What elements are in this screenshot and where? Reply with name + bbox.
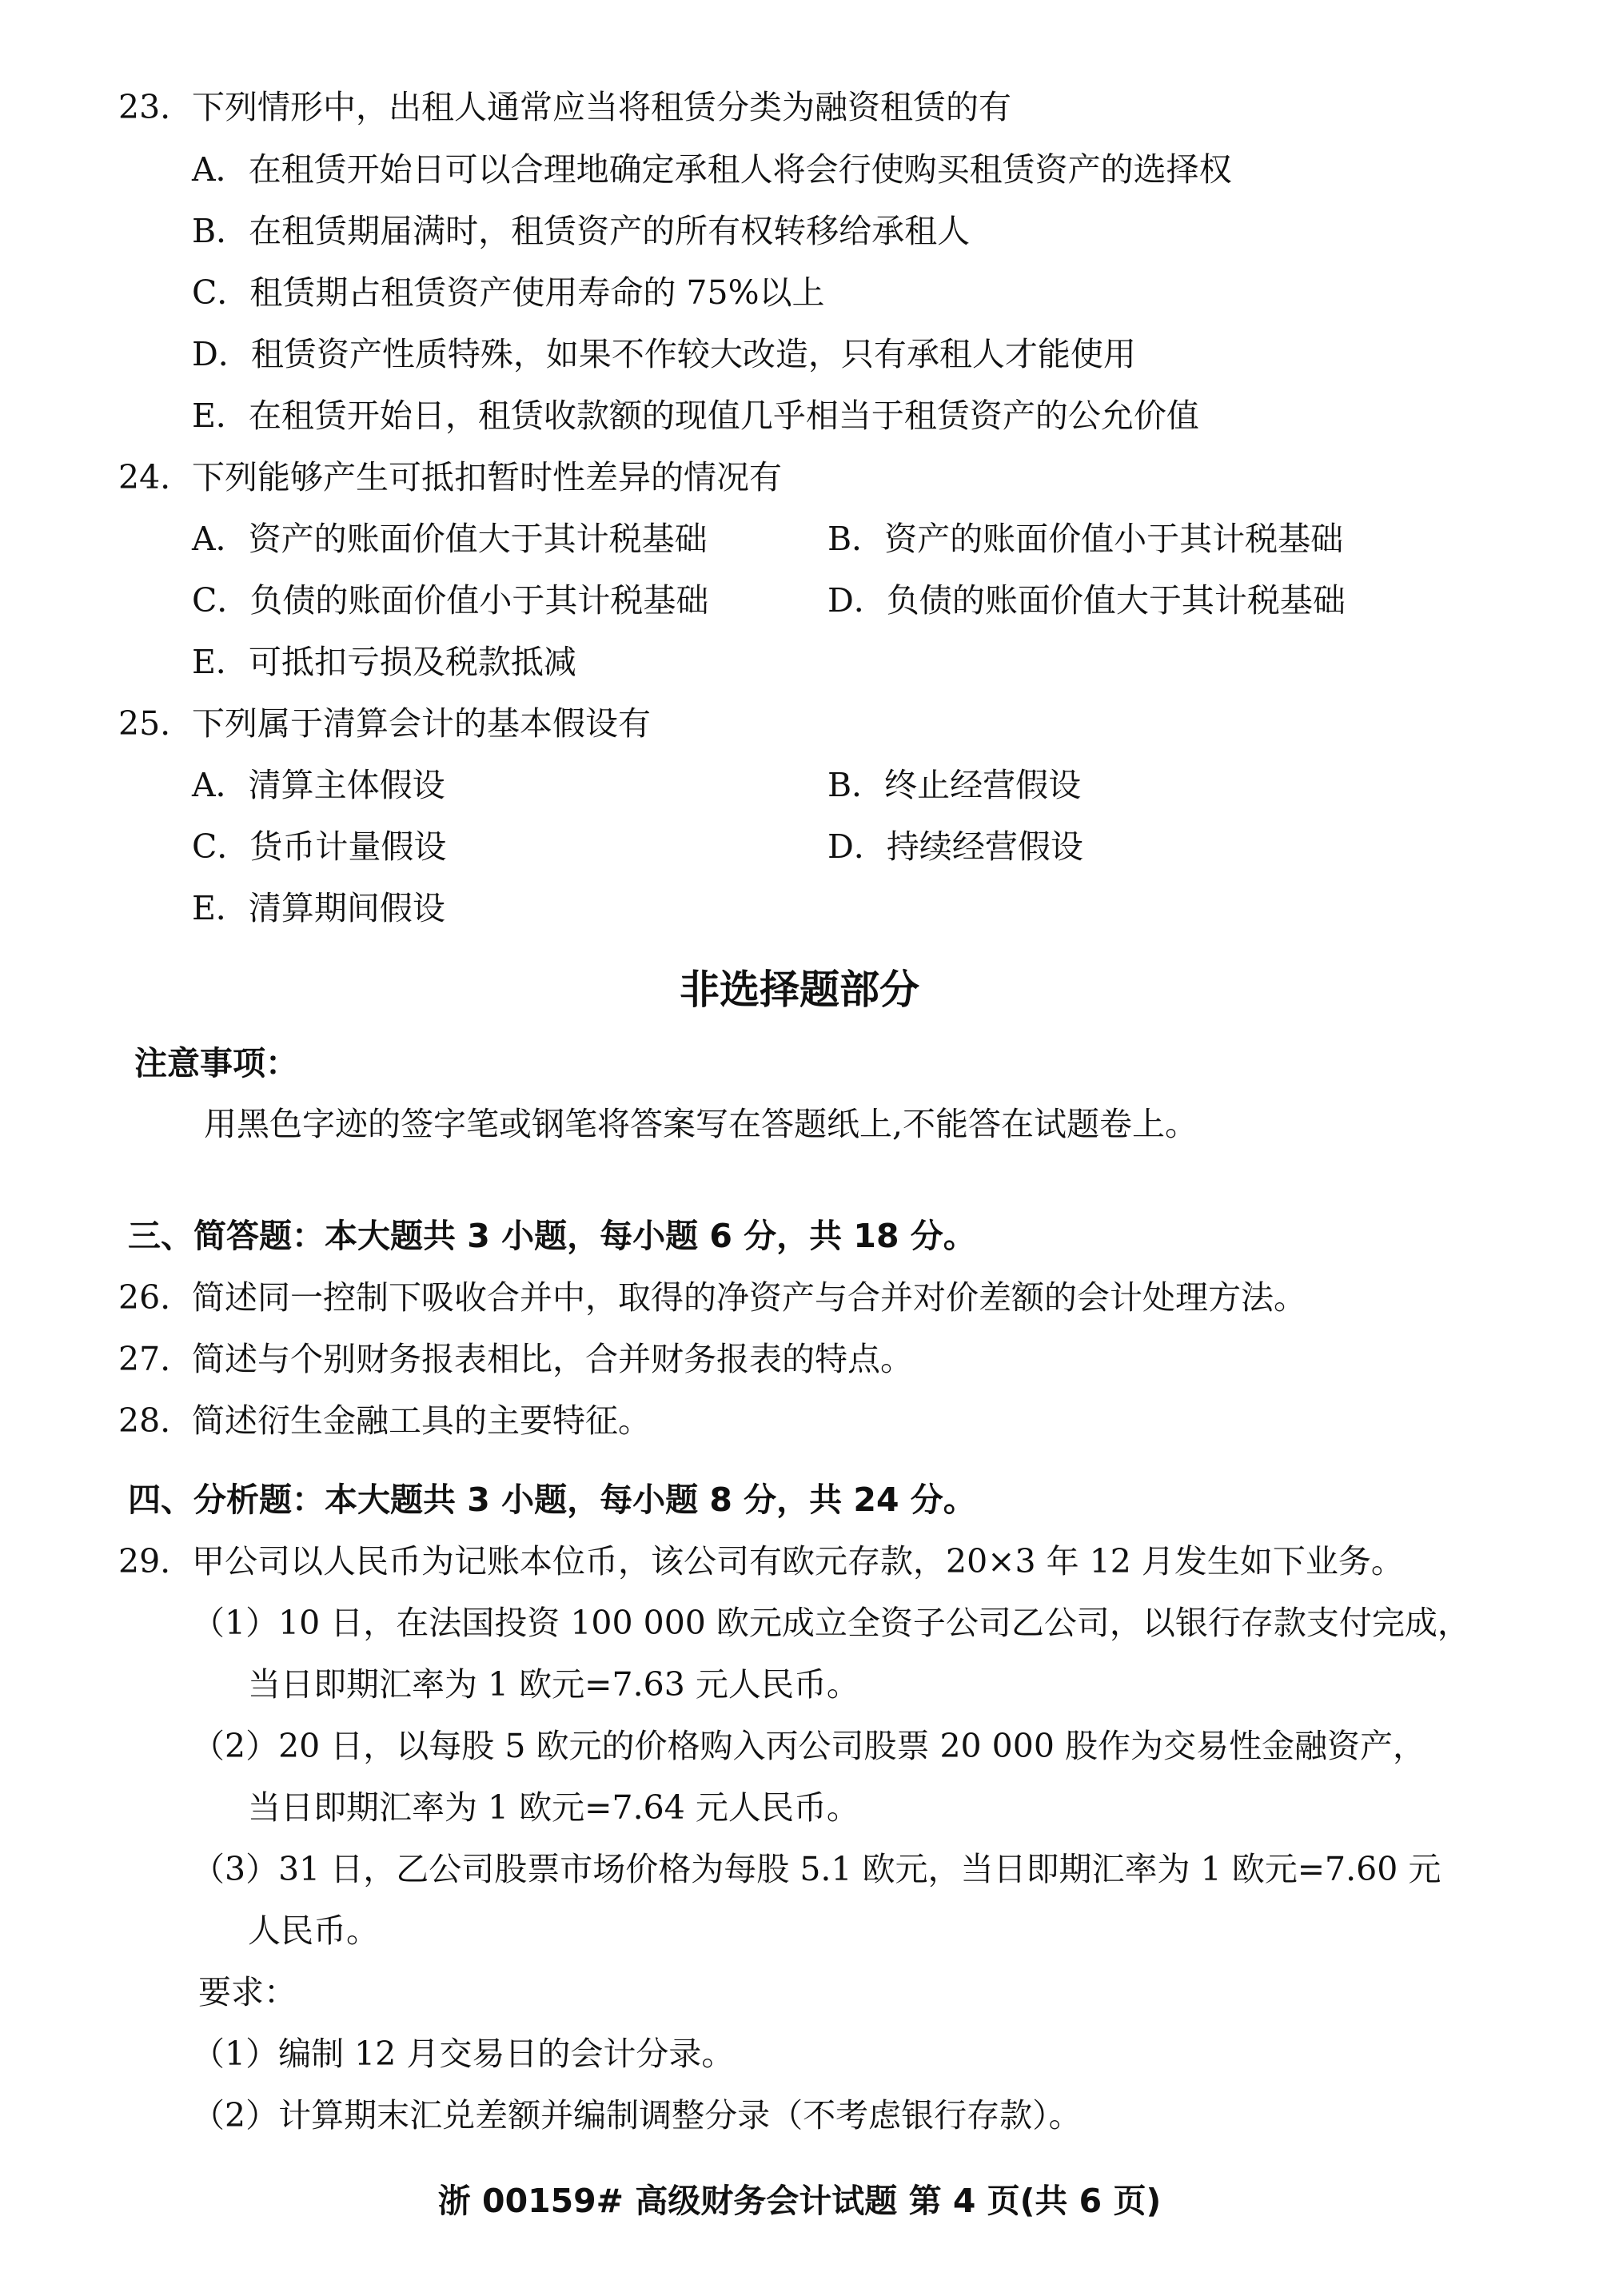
q24-option-a: A．资产的账面价值大于其计税基础	[192, 520, 708, 558]
q25-option-a: A．清算主体假设	[192, 766, 445, 804]
section3-heading: 三、简答题：本大题共 3 小题，每小题 6 分，共 18 分。	[128, 1217, 976, 1255]
q29-requirement-2: （2）计算期末汇兑差额并编制调整分录（不考虑银行存款）。	[192, 2096, 1082, 2135]
q26-text: 简述同一控制下吸收合并中，取得的净资产与合并对价差额的会计处理方法。	[192, 1278, 1306, 1317]
notice-label: 注意事项：	[134, 1044, 298, 1082]
q29-text: 甲公司以人民币为记账本位币，该公司有欧元存款，20×3 年 12 月发生如下业务。	[192, 1542, 1404, 1580]
q25-option-b: B．终止经营假设	[827, 766, 1082, 804]
q25-number: 25.	[118, 704, 171, 743]
q23-option-d: D．租赁资产性质特殊，如果不作较大改造，只有承租人才能使用	[192, 335, 1136, 373]
q29-item-2-line1: （2）20 日，以每股 5 欧元的价格购入丙公司股票 20 000 股作为交易性金融资产，	[192, 1727, 1426, 1765]
q23-option-e: E．在租赁开始日，租赁收款额的现值几乎相当于租赁资产的公允价值	[192, 397, 1199, 435]
q29-requirement-1: （1）编制 12 月交易日的会计分录。	[192, 2035, 735, 2073]
q29-item-3-line1: （3）31 日，乙公司股票市场价格为每股 5.1 欧元，当日即期汇率为 1 欧元=7.60 元	[192, 1850, 1441, 1888]
q24-number: 24.	[118, 458, 171, 496]
q28-number: 28.	[118, 1401, 171, 1440]
q23-option-a: A．在租赁开始日可以合理地确定承租人将会行使购买租赁资产的选择权	[192, 150, 1232, 189]
q29-item-2-line2: 当日即期汇率为 1 欧元=7.64 元人民币。	[248, 1788, 859, 1827]
q24-option-c: C．负债的账面价值小于其计税基础	[192, 581, 709, 620]
q27-number: 27.	[118, 1340, 171, 1378]
q26-number: 26.	[118, 1278, 171, 1317]
q29-number: 29.	[118, 1542, 171, 1580]
q25-option-e: E．清算期间假设	[192, 889, 445, 927]
q25-option-d: D．持续经营假设	[827, 827, 1083, 866]
q23-option-c: C．租赁期占租赁资产使用寿命的 75%以上	[192, 273, 825, 312]
q29-item-1-line1: （1）10 日，在法国投资 100 000 欧元成立全资子公司乙公司，以银行存款支付完成，	[192, 1604, 1470, 1642]
section4-heading: 四、分析题：本大题共 3 小题，每小题 8 分，共 24 分。	[128, 1481, 976, 1519]
part2-title: 非选择题部分	[680, 967, 919, 1013]
q29-item-3-line2: 人民币。	[248, 1911, 379, 1950]
q25-option-c: C．货币计量假设	[192, 827, 447, 866]
q23-text: 下列情形中，出租人通常应当将租赁分类为融资租赁的有	[192, 88, 1011, 126]
q27-text: 简述与个别财务报表相比，合并财务报表的特点。	[192, 1340, 913, 1378]
q29-requirement-label: 要求：	[198, 1973, 297, 2011]
q23-number: 23.	[118, 88, 171, 126]
q24-option-e: E．可抵扣亏损及税款抵减	[192, 643, 576, 681]
q28-text: 简述衍生金融工具的主要特征。	[192, 1401, 651, 1440]
q25-text: 下列属于清算会计的基本假设有	[192, 704, 651, 743]
page-footer: 浙 00159# 高级财务会计试题 第 4 页(共 6 页)	[437, 2182, 1162, 2220]
q24-option-b: B．资产的账面价值小于其计税基础	[827, 520, 1344, 558]
q23-option-b: B．在租赁期届满时，租赁资产的所有权转移给承租人	[192, 212, 971, 250]
q24-option-d: D．负债的账面价值大于其计税基础	[827, 581, 1346, 620]
notice-text: 用黑色字迹的签字笔或钢笔将答案写在答题纸上,不能答在试题卷上。	[204, 1105, 1198, 1143]
q29-item-1-line2: 当日即期汇率为 1 欧元=7.63 元人民币。	[248, 1665, 859, 1704]
q24-text: 下列能够产生可抵扣暂时性差异的情况有	[192, 458, 782, 496]
